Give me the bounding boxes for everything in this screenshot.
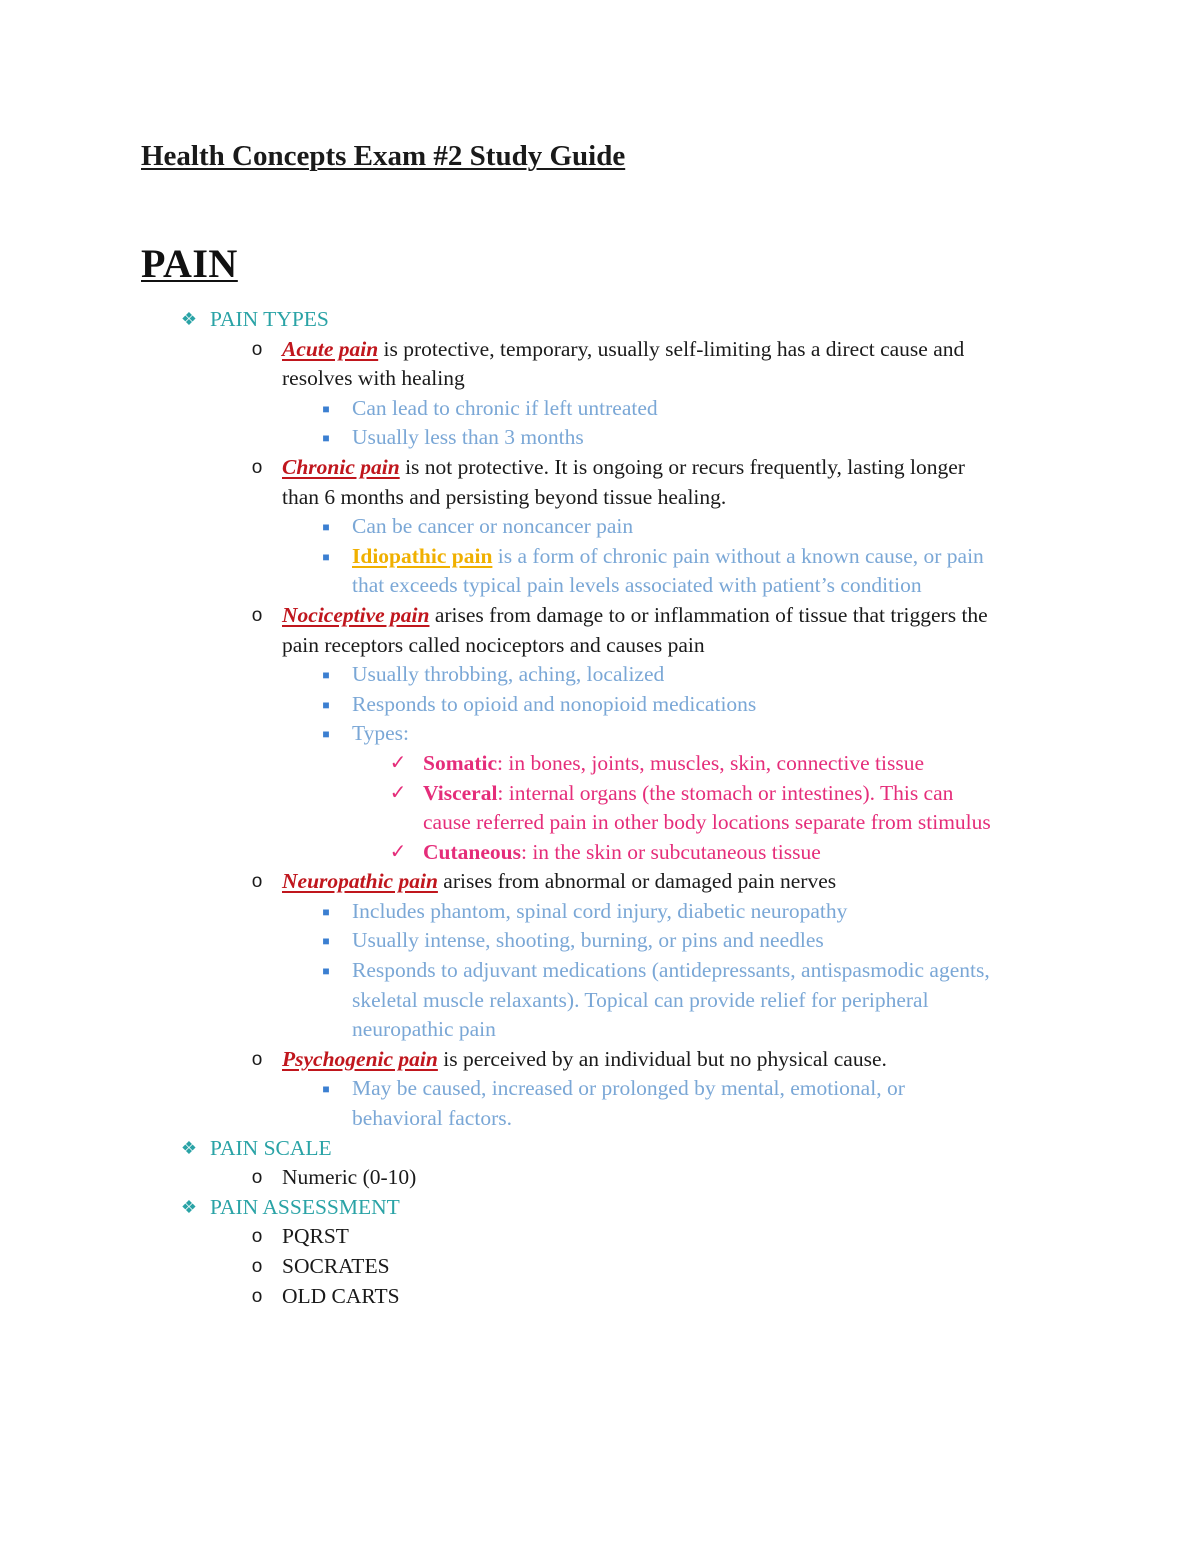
term-nociceptive-pain: Nociceptive pain [282, 602, 430, 627]
checkmark-icon: ✓ [389, 840, 407, 863]
circle-bullet-icon: o [251, 338, 263, 360]
circle-bullet-icon: o [251, 1226, 263, 1248]
diamond-bullet-icon: ❖ [180, 309, 198, 329]
list-item: ■ Usually intense, shooting, burning, or pins and needles [352, 926, 1200, 956]
square-bullet-icon: ■ [322, 520, 330, 535]
circle-bullet-icon: o [251, 1167, 263, 1189]
circle-bullet-icon: o [251, 1285, 263, 1307]
term-chronic-pain: Chronic pain [282, 454, 400, 479]
list-item: ■ Can lead to chronic if left untreated [352, 394, 1200, 424]
list-item-cutaneous: ✓ Cutaneous: in the skin or subcutaneous tissue [423, 838, 1200, 868]
square-bullet-icon: ■ [322, 697, 330, 712]
pain-outline: ❖ PAIN TYPES o Acute pain is protective, temporary, usually self-limiting has a direct cause and resolves with healing ■ Can lead to chronic if left untreated ■ Usually less than 3 months o Chronic pain is not protective. It is ongoing or recurs frequently, lasting longer than 6 months and persisting beyond tissue healing. ■ Can be cancer or noncancer pain ■ Idiopathic pain is a form of chronic pain without a known cause, or pain that exceeds typical pain levels associated with patient’s condition o Nociceptive pain arises from damage to or inflammation of tissue that triggers the pain receptors called nociceptors and causes pain ■ Usually throbbing, aching, localized ■ Responds to opioid and nonopioid medications ■ Types: ✓ Somatic: in bones, joints, muscles, skin, connective tissue ✓ Visceral: internal organs (the stomach or intestines). This can cause referred pain in other body locations separate from stimulus ✓ Cutaneous: in the skin or subcutaneous tissue o Neuropathic pain arises from abnormal or damaged pain nerves ■ Includes phantom, spinal cord injury, diabetic neuropathy ■ Usually intense, shooting, burning, or pins and needles ■ Responds to adjuvant medications (antidepressants, antispasmodic agents, skeletal muscle relaxants). Topical can provide relief for peripheral neuropathic pain o Psychogenic pain is perceived by an individual but no physical cause. ■ May be caused, increased or prolonged by mental, emotional, or behavioral factors. ❖ PAIN SCALE o Numeric (0-10) ❖ PAIN ASSESSMENT o PQRST o SOCRATES o OLD CARTS [0, 305, 1200, 1311]
square-bullet-icon: ■ [322, 904, 330, 919]
list-item-idiopathic: ■ Idiopathic pain is a form of chronic pain without a known cause, or pain [352, 542, 1200, 572]
heading-pain-types: ❖ PAIN TYPES [210, 305, 1200, 335]
list-item-psychogenic-pain: o Psychogenic pain is perceived by an individual but no physical cause. [282, 1045, 1200, 1075]
square-bullet-icon: ■ [322, 934, 330, 949]
diamond-bullet-icon: ❖ [180, 1196, 198, 1217]
section-title-pain: PAIN [141, 241, 238, 286]
heading-pain-scale: ❖ PAIN SCALE [210, 1134, 1200, 1164]
list-item-nociceptive-pain: o Nociceptive pain arises from damage to or inflammation of tissue that triggers the [282, 601, 1200, 631]
term-neuropathic-pain: Neuropathic pain [282, 869, 438, 894]
square-bullet-icon: ■ [322, 549, 330, 564]
square-bullet-icon: ■ [322, 1082, 330, 1097]
heading-pain-assessment: ❖ PAIN ASSESSMENT [210, 1193, 1200, 1223]
list-item: ■ Usually throbbing, aching, localized [352, 660, 1200, 690]
list-item-somatic: ✓ Somatic: in bones, joints, muscles, skin, connective tissue [423, 749, 1200, 779]
checkmark-icon: ✓ [389, 781, 407, 804]
square-bullet-icon: ■ [322, 668, 330, 683]
circle-bullet-icon: o [251, 871, 263, 893]
list-item: ■ Types: [352, 719, 1200, 749]
list-item: ■ May be caused, increased or prolonged by mental, emotional, or [352, 1074, 1200, 1104]
list-item: ■ Includes phantom, spinal cord injury, diabetic neuropathy [352, 897, 1200, 927]
list-item-chronic-pain: o Chronic pain is not protective. It is ongoing or recurs frequently, lasting longer [282, 453, 1200, 483]
checkmark-icon: ✓ [389, 751, 407, 774]
list-item: ■ Usually less than 3 months [352, 423, 1200, 453]
list-item-visceral: ✓ Visceral: internal organs (the stomach or intestines). This can [423, 779, 1200, 809]
circle-bullet-icon: o [251, 1256, 263, 1277]
term-visceral: Visceral [423, 780, 498, 805]
circle-bullet-icon: o [251, 1048, 263, 1070]
term-psychogenic-pain: Psychogenic pain [282, 1046, 438, 1071]
circle-bullet-icon: o [251, 604, 263, 626]
term-somatic: Somatic [423, 750, 498, 775]
diamond-bullet-icon: ❖ [180, 1137, 198, 1158]
list-item: o PQRST [282, 1222, 1200, 1252]
list-item: o Numeric (0-10) [282, 1163, 1200, 1193]
square-bullet-icon: ■ [322, 431, 330, 446]
list-item-acute-pain: o Acute pain is protective, temporary, usually self-limiting has a direct cause and [282, 335, 1200, 365]
term-acute-pain: Acute pain [282, 336, 379, 361]
term-cutaneous: Cutaneous [423, 839, 521, 864]
circle-bullet-icon: o [251, 456, 263, 478]
list-item: o SOCRATES [282, 1252, 1200, 1282]
list-item: ■ Responds to adjuvant medications (antidepressants, antispasmodic agents, [352, 956, 1200, 986]
list-item: ■ Responds to opioid and nonopioid medications [352, 690, 1200, 720]
document-title: Health Concepts Exam #2 Study Guide [141, 140, 626, 172]
list-item: o OLD CARTS [282, 1282, 1200, 1312]
square-bullet-icon: ■ [322, 964, 330, 979]
square-bullet-icon: ■ [322, 401, 330, 416]
list-item: ■ Can be cancer or noncancer pain [352, 512, 1200, 542]
square-bullet-icon: ■ [322, 727, 330, 742]
list-item-neuropathic-pain: o Neuropathic pain arises from abnormal or damaged pain nerves [282, 867, 1200, 897]
term-idiopathic-pain: Idiopathic pain [352, 543, 493, 568]
